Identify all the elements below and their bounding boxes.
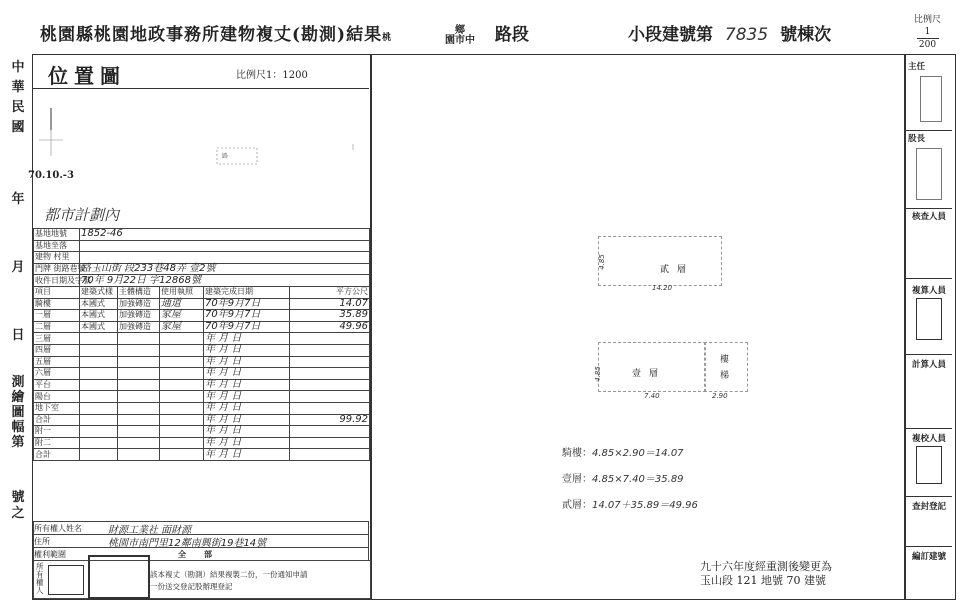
- calc-line-2: 壹層：4.85×7.40＝35.89: [562, 474, 684, 485]
- drawing-panel-frame: [370, 54, 906, 600]
- table-cell: [290, 402, 370, 414]
- table-cell: [80, 426, 118, 438]
- calculator-box: 計算人員: [906, 358, 952, 429]
- table-cell: 加強磚造: [118, 310, 160, 322]
- table-cell: [160, 391, 204, 403]
- table-cell: [80, 391, 118, 403]
- build-number-field: 小段建號第 7835 號棟次: [628, 25, 832, 45]
- table-cell: [290, 426, 370, 438]
- position-map-title: 位置圖: [48, 64, 126, 88]
- table-row: [34, 229, 370, 241]
- table-cell: 四層: [34, 344, 80, 356]
- table-cell: [290, 333, 370, 345]
- table-cell: 年 月 日: [204, 391, 290, 403]
- footer-stamp-block: 所有權人 該本複丈（勘測）結果複製二份，一份通知申請 一份送交登記股辦理登記: [33, 560, 371, 599]
- floor2-depth-dim: 4.85: [597, 254, 606, 270]
- table-cell: [118, 356, 160, 368]
- table-cell: [80, 437, 118, 449]
- table-row: [34, 252, 370, 264]
- survey-sheet-label: 測繪圖幅第: [11, 375, 25, 450]
- floor1-label: 壹層: [632, 369, 667, 379]
- table-row: [34, 275, 370, 287]
- floor2-outline: [598, 236, 722, 286]
- table-row: [34, 426, 370, 438]
- remeasure-note: 九十六年度經重測後變更為 玉山段 121 地號 70 建號: [700, 560, 832, 587]
- floor2-label: 貳層: [660, 265, 695, 275]
- table-row: [34, 310, 370, 322]
- table-cell: [290, 391, 370, 403]
- year-label: 年: [11, 192, 25, 207]
- table-cell: [160, 344, 204, 356]
- table-cell: [118, 449, 160, 461]
- table-cell: [160, 402, 204, 414]
- table-cell: 基地地號: [34, 229, 80, 241]
- month-label: 月: [11, 260, 25, 275]
- table-cell: 騎樓: [34, 298, 80, 310]
- table-cell: 年 月 日: [204, 402, 290, 414]
- table-cell: 附一: [34, 426, 80, 438]
- table-cell: [80, 252, 370, 264]
- table-cell: [290, 379, 370, 391]
- table-cell: 家屋: [160, 310, 204, 322]
- table-cell: 路玉山街 段233巷48弄 壹2號: [80, 263, 370, 275]
- table-cell: 年 月 日: [204, 437, 290, 449]
- recheck-box: 複校人員: [906, 432, 952, 497]
- seizure-box: 查封登記: [906, 500, 952, 547]
- floor1-width-dim: 7.40: [644, 392, 660, 400]
- table-row: [34, 379, 370, 391]
- table-row: [34, 368, 370, 380]
- table-cell: 年 月 日: [204, 449, 290, 461]
- table-cell: [118, 402, 160, 414]
- table-cell: [118, 333, 160, 345]
- table-cell: [290, 368, 370, 380]
- table-cell: [80, 356, 118, 368]
- table-cell: [118, 426, 160, 438]
- section-chief-box: 股長: [906, 132, 952, 209]
- table-cell: [80, 379, 118, 391]
- table-cell: 建築式樣: [80, 286, 118, 298]
- table-cell: [160, 356, 204, 368]
- table-row: [34, 286, 370, 298]
- table-cell: 35.89: [290, 310, 370, 322]
- table-cell: 年 月 日: [204, 333, 290, 345]
- table-cell: 加強磚造: [118, 321, 160, 333]
- table-cell: [118, 437, 160, 449]
- table-cell: [160, 333, 204, 345]
- stair-width-dim: 2.90: [712, 392, 728, 400]
- table-cell: 70年9月7日: [204, 310, 290, 322]
- table-cell: [160, 368, 204, 380]
- table-cell: 平台: [34, 379, 80, 391]
- table-cell: 70年 9月22日 字12868號: [80, 275, 370, 287]
- map-pin-label: 路: [222, 153, 229, 160]
- table-cell: [80, 240, 370, 252]
- table-cell: 加強磚造: [118, 298, 160, 310]
- checker-box: 核查人員: [906, 210, 952, 279]
- table-cell: [118, 344, 160, 356]
- day-label: 日: [11, 328, 25, 343]
- document-title: 桃園縣桃園地政事務所建物複丈(勘測)結果桃: [40, 25, 393, 45]
- table-cell: [290, 356, 370, 368]
- table-cell: 建物 村里: [34, 252, 80, 264]
- official-seal-stamp: [88, 555, 150, 599]
- building-record-table: [33, 228, 370, 461]
- table-cell: 建築完成日期: [204, 286, 290, 298]
- table-cell: [80, 449, 118, 461]
- table-cell: 70年9月7日: [204, 321, 290, 333]
- table-cell: 二層: [34, 321, 80, 333]
- date-stamp: 70.10.-3: [28, 170, 74, 181]
- table-row: [34, 263, 370, 275]
- seal-stamp: [48, 565, 84, 595]
- table-row: [34, 449, 370, 461]
- table-cell: 49.96: [290, 321, 370, 333]
- table-cell: 五層: [34, 356, 80, 368]
- table-cell: 合計: [34, 414, 80, 426]
- table-row: [34, 344, 370, 356]
- table-cell: 年 月 日: [204, 356, 290, 368]
- table-cell: 六層: [34, 368, 80, 380]
- table-row: [34, 437, 370, 449]
- table-cell: 三層: [34, 333, 80, 345]
- sheet-suffix-label: 號之: [11, 490, 25, 521]
- table-cell: [118, 368, 160, 380]
- table-cell: 70年9月7日: [204, 298, 290, 310]
- table-cell: 年 月 日: [204, 426, 290, 438]
- table-cell: [80, 344, 118, 356]
- stair-label: 樓梯: [720, 355, 730, 381]
- table-row: [34, 240, 370, 252]
- table-cell: [80, 414, 118, 426]
- table-cell: 一層: [34, 310, 80, 322]
- table-cell: [160, 426, 204, 438]
- table-cell: 主體構造: [118, 286, 160, 298]
- table-cell: 地下室: [34, 402, 80, 414]
- table-cell: 99.92: [290, 414, 370, 426]
- table-cell: [160, 437, 204, 449]
- table-cell: [118, 391, 160, 403]
- table-cell: 平方公尺: [290, 286, 370, 298]
- calc-line-3: 貳層：14.07＋35.89＝49.96: [562, 500, 698, 511]
- table-cell: 本國式: [80, 310, 118, 322]
- table-row: [34, 356, 370, 368]
- table-cell: 項目: [34, 286, 80, 298]
- table-cell: 本國式: [80, 321, 118, 333]
- table-cell: 家屋: [160, 321, 204, 333]
- table-cell: [160, 449, 204, 461]
- table-cell: [80, 333, 118, 345]
- table-row: [34, 333, 370, 345]
- table-cell: 收件日期及字號: [35, 275, 91, 285]
- position-map-divider: [33, 88, 369, 89]
- table-cell: 附二: [34, 437, 80, 449]
- table-cell: [290, 449, 370, 461]
- calc-line-1: 騎樓：4.85×2.90＝14.07: [562, 448, 684, 459]
- table-cell: 1852-46: [80, 229, 370, 241]
- table-cell: 陽台: [34, 391, 80, 403]
- table-row: [34, 414, 370, 426]
- table-cell: [160, 414, 204, 426]
- table-cell: 14.07: [290, 298, 370, 310]
- table-cell: 本國式: [80, 298, 118, 310]
- table-cell: 基地坐落: [34, 240, 80, 252]
- floor2-width-dim: 14.20: [652, 284, 673, 292]
- scale-box: 比例尺 1 200: [913, 15, 941, 50]
- director-box: 主任: [906, 60, 952, 131]
- table-cell: [290, 344, 370, 356]
- floor1-depth-dim: 4.85: [593, 366, 602, 382]
- table-cell: 年 月 日: [204, 344, 290, 356]
- table-cell: [80, 402, 118, 414]
- table-row: [34, 298, 370, 310]
- table-row: [34, 321, 370, 333]
- table-row: [34, 402, 370, 414]
- table-cell: 門牌 街路巷號: [35, 264, 86, 274]
- table-cell: [290, 437, 370, 449]
- table-cell: 使用執照: [160, 286, 204, 298]
- table-cell: [118, 379, 160, 391]
- table-cell: 年 月 日: [204, 414, 290, 426]
- table-cell: 年 月 日: [204, 368, 290, 380]
- owner-block: 所有權人姓名 財源工業社 面財源 住所 桃園市南門里12鄰南興街19巷14號 權利範圍 全部: [33, 521, 369, 561]
- table-cell: [118, 414, 160, 426]
- assign-number-box: 編訂建號: [911, 552, 946, 562]
- table-cell: [80, 368, 118, 380]
- position-map-scale: 比例尺1：1200: [236, 70, 308, 81]
- table-row: [34, 391, 370, 403]
- roc-label: 中華民國: [11, 60, 25, 135]
- table-cell: [160, 379, 204, 391]
- recalc-box: 複算人員: [906, 284, 952, 355]
- table-cell: 年 月 日: [204, 379, 290, 391]
- table-cell: 通道: [160, 298, 204, 310]
- urban-plan-note: 都市計劃內: [44, 206, 120, 224]
- table-cell: 合計: [34, 449, 80, 461]
- district-field: 鄉 園市中 路段: [445, 24, 529, 46]
